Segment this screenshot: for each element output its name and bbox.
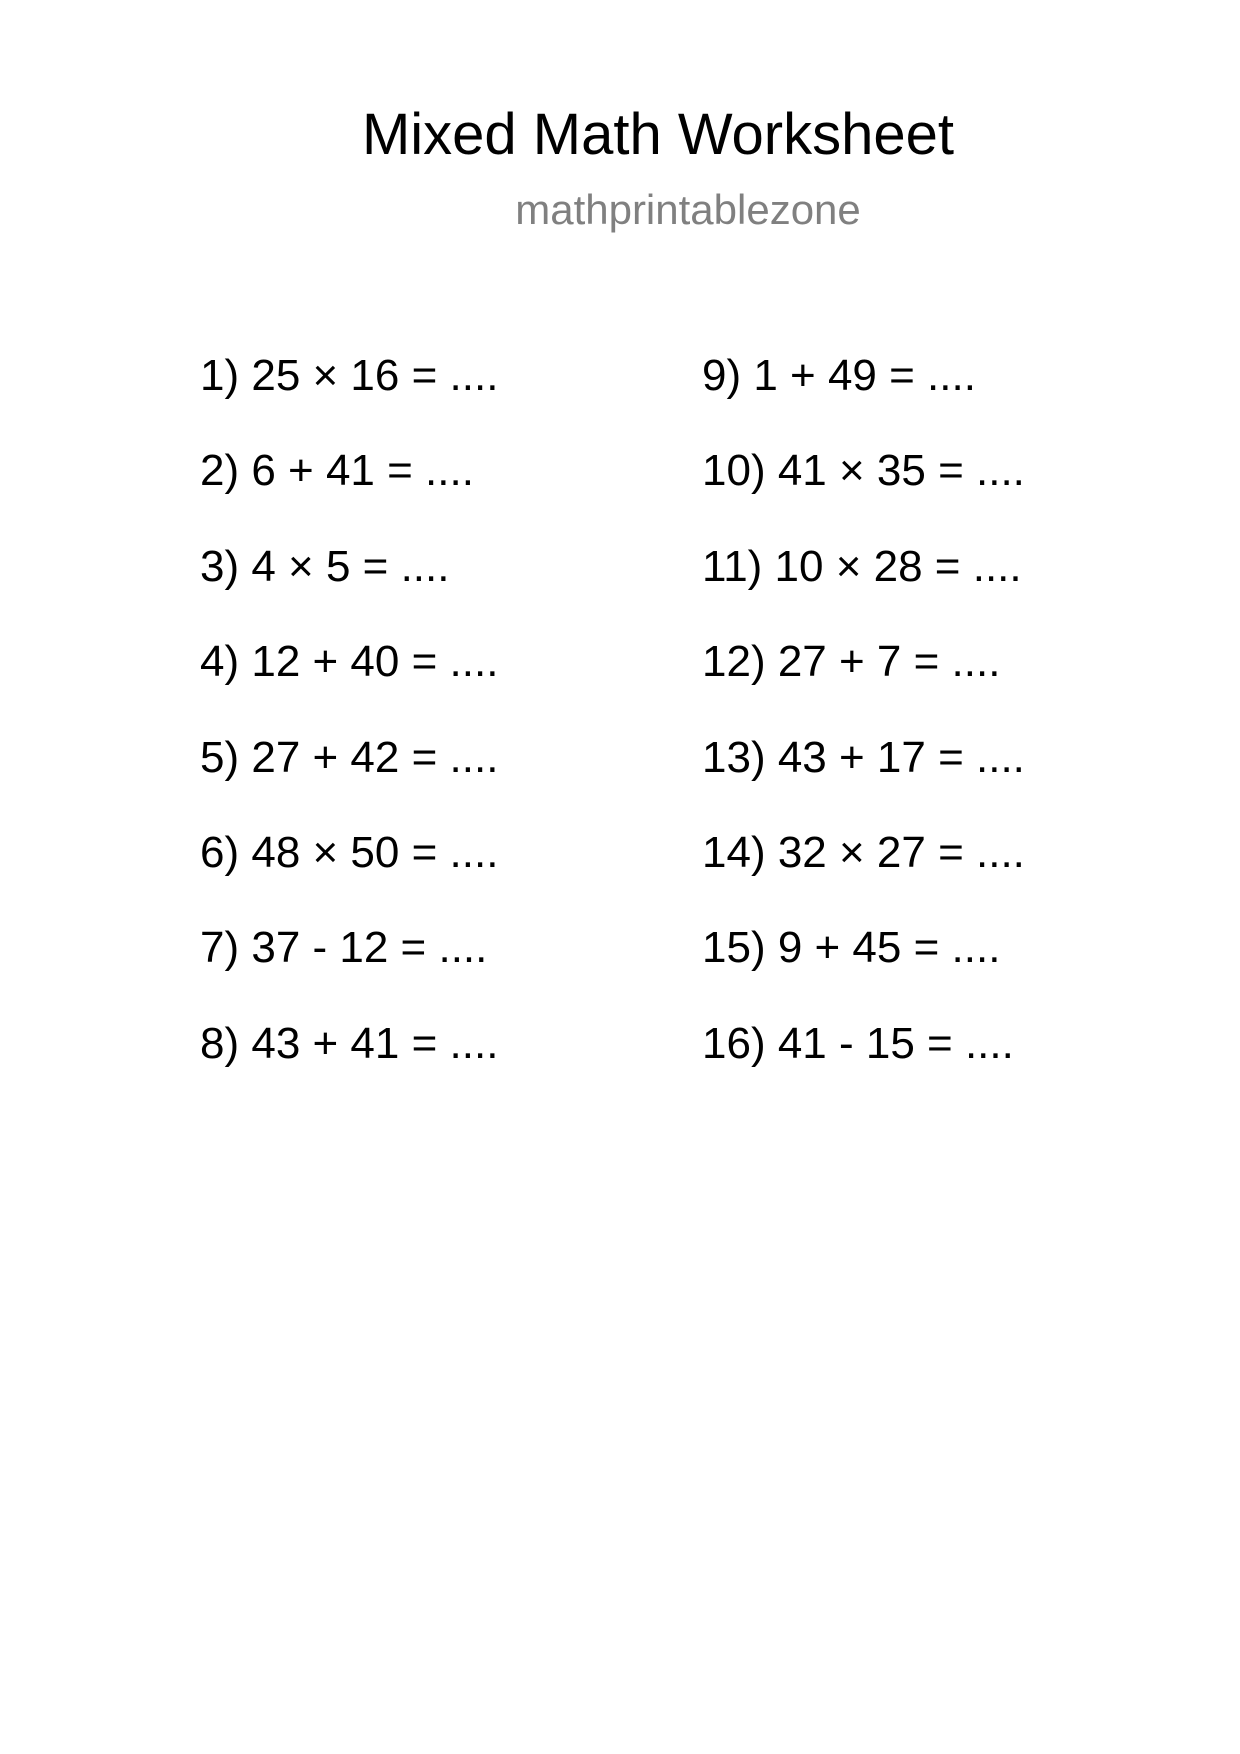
problem-3: 3) 4 × 5 = .... (200, 541, 450, 591)
problem-2: 2) 6 + 41 = .... (200, 446, 474, 496)
problem-6: 6) 48 × 50 = .... (200, 827, 499, 877)
problem-12: 12) 27 + 7 = .... (702, 637, 1001, 687)
page-title: Mixed Math Worksheet (361, 102, 955, 167)
problem-1: 1) 25 × 16 = .... (200, 351, 499, 400)
problem-16: 16) 41 - 15 = .... (702, 1018, 1014, 1068)
problem-5: 5) 27 + 42 = .... (200, 732, 499, 782)
problem-4: 4) 12 + 40 = .... (200, 637, 499, 687)
problem-13: 13) 43 + 17 = .... (702, 732, 1025, 782)
problem-9: 9) 1 + 49 = .... (702, 351, 976, 400)
problem-column-left (200, 348, 498, 1111)
problem-15: 15) 9 + 45 = .... (702, 923, 1001, 973)
problem-10: 10) 41 × 35 = .... (702, 446, 1025, 496)
problem-8: 8) 43 + 41 = .... (200, 1018, 499, 1068)
page-subtitle: mathprintablezone (515, 186, 861, 233)
problem-column-right (702, 348, 1025, 1111)
problem-11: 11) 10 × 28 = .... (702, 541, 1022, 591)
problem-7: 7) 37 - 12 = .... (200, 923, 488, 973)
problem-14: 14) 32 × 27 = .... (702, 827, 1025, 877)
